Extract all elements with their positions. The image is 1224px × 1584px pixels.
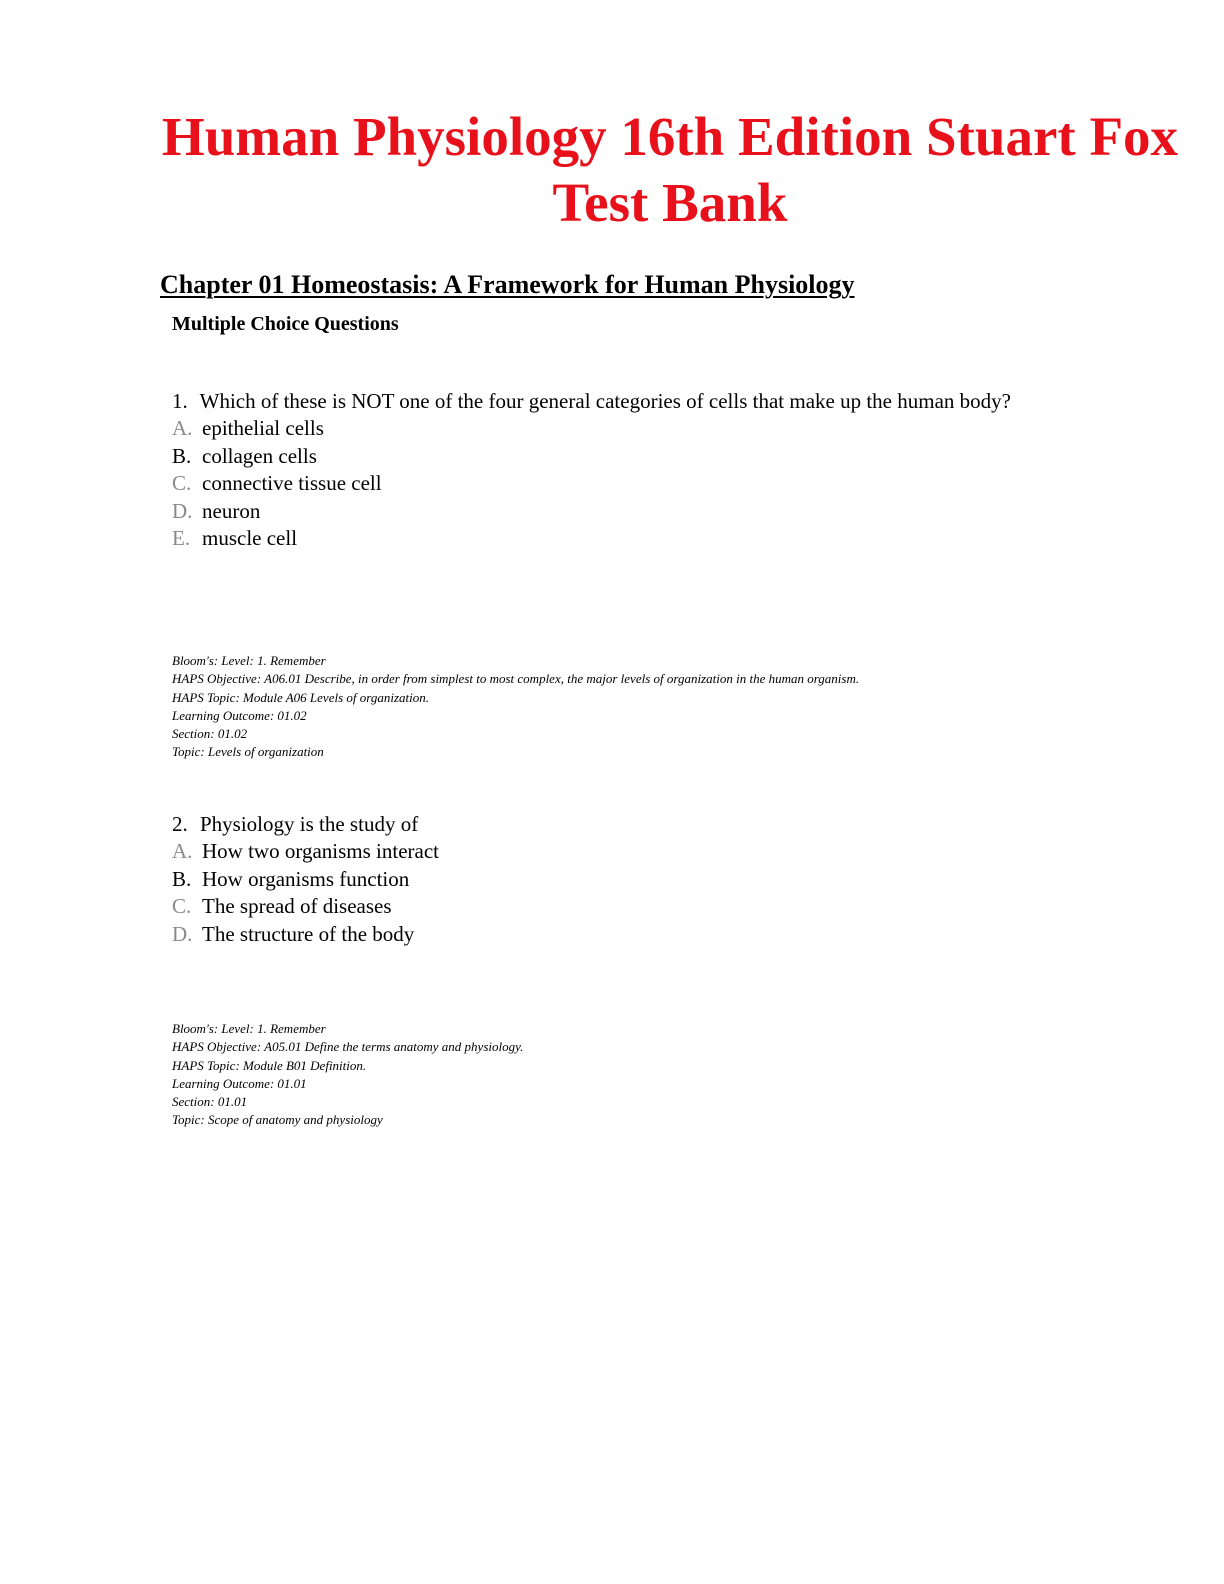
question-2-metadata	[172, 1020, 523, 1130]
option-letter: B.	[172, 443, 192, 468]
option-letter: D.	[172, 498, 193, 523]
option-letter: C.	[172, 894, 192, 918]
page-title: Human Physiology 16th Edition Stuart Fox Test Bank	[161, 106, 1179, 233]
meta-topic: Topic: Scope of anatomy and physiology	[172, 1112, 383, 1128]
question-1	[172, 388, 1072, 553]
meta-blooms: Bloom's: Level: 1. Remember	[172, 1021, 326, 1036]
option-letter: A.	[172, 416, 193, 440]
option-text: neuron	[202, 498, 261, 523]
section-heading: Multiple Choice Questions	[172, 313, 399, 335]
meta-learning-outcome: Learning Outcome: 01.01	[172, 1075, 307, 1091]
option-text: How organisms function	[202, 866, 410, 891]
question-stem	[172, 811, 1072, 838]
answer-option-d	[172, 921, 1072, 949]
meta-learning-outcome: Learning Outcome: 01.02	[172, 707, 307, 723]
answer-option-a	[172, 415, 1072, 443]
question-stem	[172, 388, 1072, 415]
option-text: collagen cells	[202, 443, 317, 468]
answer-option-b	[172, 866, 1072, 894]
question-number: 2.	[172, 812, 188, 836]
answer-option-d	[172, 498, 1072, 526]
option-letter: B.	[172, 866, 192, 891]
answer-option-e	[172, 525, 1072, 553]
answer-option-a	[172, 838, 1072, 866]
meta-section: Section: 01.02	[172, 726, 248, 742]
option-letter: D.	[172, 921, 193, 946]
meta-haps-objective: HAPS Objective: A05.01 Define the terms anatomy and physiology.	[172, 1039, 524, 1055]
option-text: How two organisms interact	[202, 839, 439, 863]
chapter-heading: Chapter 01 Homeostasis: A Framework for Human Physiology	[160, 270, 855, 299]
meta-haps-topic: HAPS Topic: Module A06 Levels of organization.	[172, 689, 429, 705]
question-number: 1.	[172, 389, 188, 413]
option-text: connective tissue cell	[202, 471, 382, 495]
answer-option-b	[172, 443, 1072, 471]
answer-option-c	[172, 470, 1072, 498]
answer-options	[172, 415, 1072, 553]
meta-blooms: Bloom's: Level: 1. Remember	[172, 653, 326, 668]
option-letter: E.	[172, 526, 191, 550]
question-text: Which of these is NOT one of the four general categories of cells that make up the human body?	[199, 389, 1011, 413]
question-1-metadata	[172, 652, 859, 762]
option-letter: C.	[172, 471, 192, 495]
option-text: muscle cell	[202, 526, 298, 550]
answer-options	[172, 838, 1072, 948]
question-text: Physiology is the study of	[200, 812, 419, 836]
option-letter: A.	[172, 839, 193, 863]
option-text: The structure of the body	[202, 921, 415, 946]
question-2	[172, 811, 1072, 948]
meta-haps-topic: HAPS Topic: Module B01 Definition.	[172, 1057, 367, 1073]
meta-topic: Topic: Levels of organization	[172, 744, 324, 760]
meta-haps-objective: HAPS Objective: A06.01 Describe, in order from simplest to most complex, the major levels of organization in the human organism.	[172, 671, 860, 687]
option-text: epithelial cells	[202, 416, 324, 440]
option-text: The spread of diseases	[202, 894, 392, 918]
answer-option-c	[172, 893, 1072, 921]
meta-section: Section: 01.01	[172, 1094, 248, 1110]
